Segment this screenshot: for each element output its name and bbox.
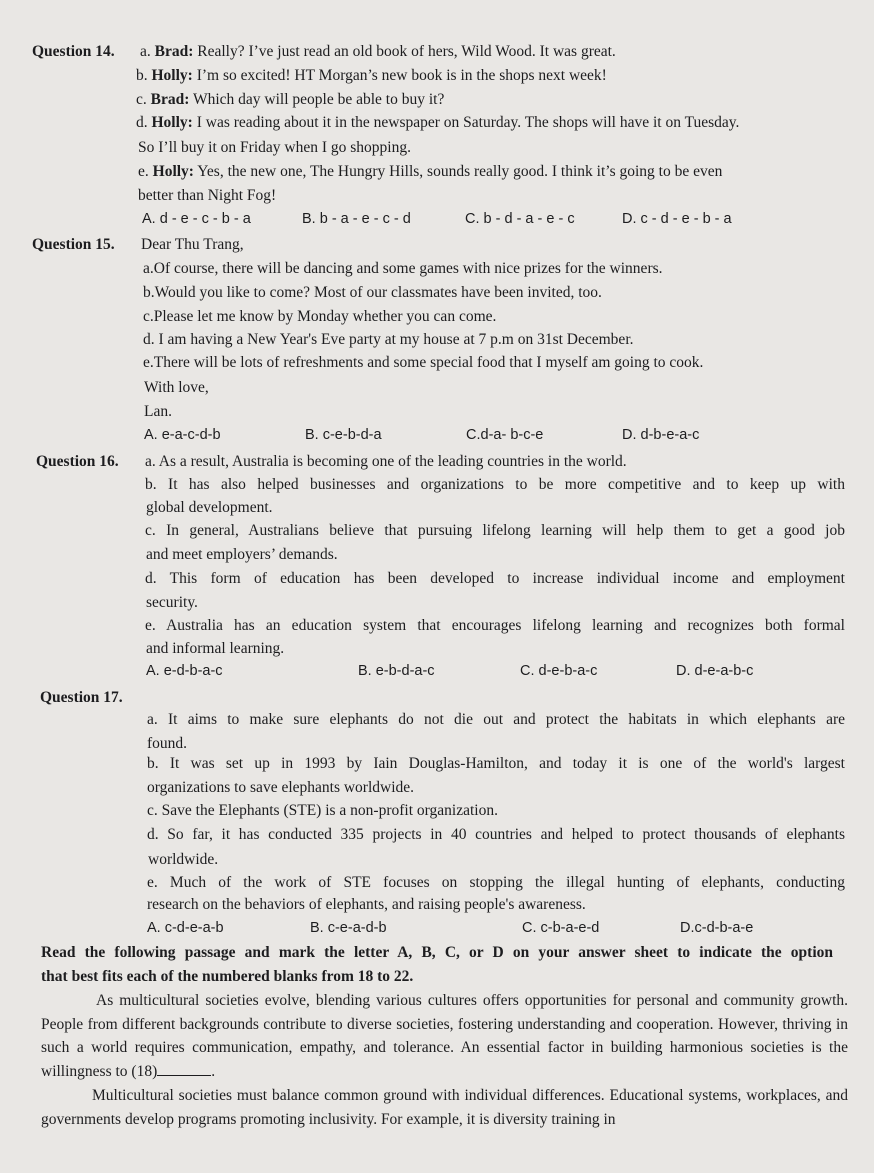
q16-option-d[interactable]: D. d-e-a-b-c [676,663,754,679]
q14-b-text: I’m so excited! HT Morgan’s new book is in the shops next week! [192,67,607,84]
passage-paragraph-1 [41,989,848,1083]
q17-item-d: d. So far, it has conducted 335 projects in 40 countries and helped to protect thousands of elephants [147,826,845,843]
q17-item-a-cont: found. [147,735,188,752]
q16-item-c-cont: and meet employers’ demands. [146,546,338,563]
q17-item-b-cont: organizations to save elephants worldwide. [147,779,415,796]
q16-label: Question 16. [36,453,119,470]
q16-item-e: e. Australia has an education system that encourages lifelong learning and recognizes both formal [145,617,845,634]
q16-item-a: a. As a result, Australia is becoming one of the leading countries in the world. [145,453,627,470]
passage-p2-text: Multicultural societies must balance common ground with individual differences. Educational systems, workplaces, and governments develop programs promoting inclusivity. For example, it is diversity training in [41,1087,848,1128]
q17-item-b: b. It was set up in 1993 by Iain Douglas-Hamilton, and today it is one of the world's largest [147,755,845,772]
q16-item-d-cont: security. [146,594,198,611]
q15-option-d[interactable]: D. d-b-e-a-c [622,427,700,443]
q16-option-b[interactable]: B. e-b-d-a-c [358,663,435,679]
q15-option-b[interactable]: B. c-e-b-d-a [305,427,382,443]
q17-option-d[interactable]: D.c-d-b-a-e [680,920,754,936]
q15-options [0,424,874,448]
q15-item-d: d. I am having a New Year's Eve party at my house at 7 p.m on 31st December. [143,331,634,348]
q14-a-speaker: Brad: [154,43,194,60]
q17-item-e: e. Much of the work of STE focuses on stopping the illegal hunting of elephants, conducting [147,874,845,891]
q14-option-b[interactable]: B. b - a - e - c - d [302,211,411,227]
q14-option-c[interactable]: C. b - d - a - e - c [465,211,575,227]
q14-e-text: Yes, the new one, The Hungry Hills, sounds really good. I think it’s going to be even [193,163,723,180]
q17-option-a[interactable]: A. c-d-e-a-b [147,920,224,936]
passage-p1-text: As multicultural societies evolve, blending various cultures offers opportunities for personal and community growth. People from different backgrounds contribute to diverse societies, fostering understanding and cooperation. However, thriving in such a world requires communication, empathy, and tolerance. An essential factor in building harmonious societies is the willingness to (18) [41,992,848,1080]
q14-e-prefix: e. [138,163,153,180]
q14-d-text: I was reading about it in the newspaper on Saturday. The shops will have it on Tuesday. [192,114,740,131]
q17-option-c[interactable]: C. c-b-a-e-d [522,920,600,936]
q16-item-e-cont: and informal learning. [146,640,285,657]
passage-paragraph-2 [41,1084,848,1131]
q15-label: Question 15. [32,236,115,253]
q14-options [0,208,874,232]
instruction-line-1: Read the following passage and mark the letter A, B, C, or D on your answer sheet to indicate the option [41,944,833,961]
instruction-line-2: that best fits each of the numbered blanks from 18 to 22. [41,968,414,985]
q14-item-b [136,64,607,88]
q14-item-c [136,88,444,112]
q14-item-d [136,111,739,135]
q14-item-e-cont: better than Night Fog! [138,187,277,204]
q14-label: Question 14. [32,43,115,60]
q17-options [0,917,874,941]
q16-item-d: d. This form of education has been developed to increase individual income and employment [145,570,845,587]
q14-d-speaker: Holly: [151,114,193,131]
q17-item-d-cont: worldwide. [148,851,219,868]
q16-option-a[interactable]: A. e-d-b-a-c [146,663,223,679]
q16-options [0,660,874,684]
q17-item-e-cont: research on the behaviors of elephants, and raising people's awareness. [147,896,586,913]
q16-item-c: c. In general, Australians believe that pursuing lifelong learning will help them to get a good job [145,522,845,539]
q14-item-d-cont: So I’ll buy it on Friday when I go shopping. [138,139,411,156]
q15-closing: With love, [144,379,209,396]
q14-c-speaker: Brad: [150,91,190,108]
q15-item-a: a.Of course, there will be dancing and some games with nice prizes for the winners. [143,260,663,277]
q14-a-text: Really? I’ve just read an old book of hers, Wild Wood. It was great. [193,43,616,60]
q14-c-prefix: c. [136,91,151,108]
blank-18[interactable] [157,1061,211,1076]
q15-option-c[interactable]: C.d-a- b-c-e [466,427,544,443]
q15-option-a[interactable]: A. e-a-c-d-b [144,427,221,443]
q14-b-speaker: Holly: [151,67,193,84]
q14-option-d[interactable]: D. c - d - e - b - a [622,211,732,227]
q17-label: Question 17. [40,689,123,706]
q14-a-prefix: a. [140,43,155,60]
passage-p1-end: . [211,1062,216,1080]
q16-item-b-cont: global development. [146,499,273,516]
q14-item-a [140,40,616,64]
q14-d-prefix: d. [136,114,152,131]
q16-item-b: b. It has also helped businesses and organizations to be more competitive and to keep up with [145,476,845,493]
q15-item-c: c.Please let me know by Monday whether you can come. [143,308,497,325]
q15-greeting: Dear Thu Trang, [141,236,244,253]
q17-option-b[interactable]: B. c-e-a-d-b [310,920,387,936]
q17-item-c: c. Save the Elephants (STE) is a non-profit organization. [147,802,498,819]
q15-item-b: b.Would you like to come? Most of our classmates have been invited, too. [143,284,602,301]
q16-option-c[interactable]: C. d-e-b-a-c [520,663,598,679]
q14-e-speaker: Holly: [152,163,194,180]
q15-signature: Lan. [144,403,172,420]
q14-c-text: Which day will people be able to buy it? [189,91,445,108]
q15-item-e: e.There will be lots of refreshments and some special food that I myself am going to cook. [143,354,704,371]
q14-item-e [138,160,722,184]
q14-b-prefix: b. [136,67,152,84]
q14-option-a[interactable]: A. d - e - c - b - a [142,211,251,227]
q17-item-a: a. It aims to make sure elephants do not die out and protect the habitats in which elephants are [147,711,845,728]
